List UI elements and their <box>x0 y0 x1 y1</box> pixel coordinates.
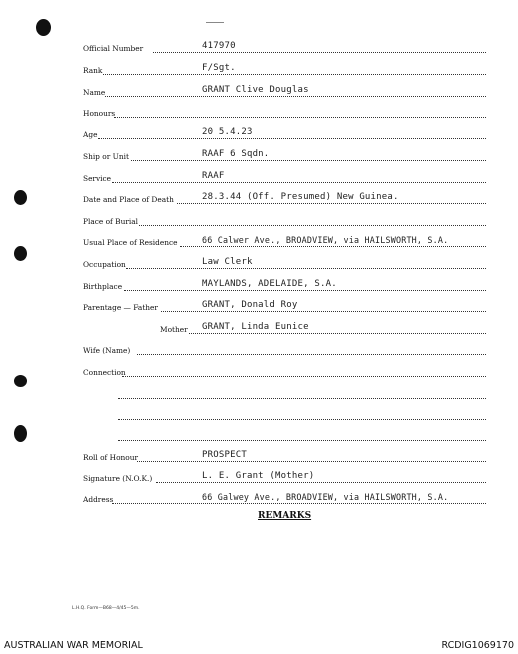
value-birthplace: MAYLANDS, ADELAIDE, S.A. <box>202 279 337 289</box>
label-official-number: Official Number <box>83 44 144 53</box>
value-address: 66 Galwey Ave., BROADVIEW, via HAILSWORTH, S.A. <box>202 492 449 502</box>
dotted-line <box>137 461 486 462</box>
label-father: Parentage — Father <box>83 303 158 312</box>
dotted-line <box>161 311 486 312</box>
label-usual-residence: Usual Place of Residence <box>83 238 178 247</box>
dotted-line <box>118 440 486 441</box>
footer-bar <box>0 636 518 654</box>
dotted-line <box>180 246 486 247</box>
dotted-line <box>112 182 486 183</box>
value-name: GRANT Clive Douglas <box>202 85 309 95</box>
punch-hole <box>14 246 27 261</box>
punch-hole <box>14 425 27 442</box>
dotted-line <box>189 333 486 334</box>
dotted-line <box>118 419 486 420</box>
label-date-place-of-death: Date and Place of Death <box>83 195 174 204</box>
value-signature: L. E. Grant (Mother) <box>202 471 315 481</box>
label-occupation: Occupation <box>83 260 126 269</box>
label-name: Name <box>83 88 106 97</box>
label-honours: Honours <box>83 109 116 118</box>
label-roll-of-honour: Roll of Honour <box>83 453 139 462</box>
dotted-line <box>98 138 486 139</box>
label-service: Service <box>83 174 112 183</box>
dotted-line <box>105 96 486 97</box>
dotted-line <box>114 117 486 118</box>
dotted-line <box>177 203 486 204</box>
value-occupation: Law Clerk <box>202 257 253 267</box>
dotted-line <box>156 482 486 483</box>
dotted-line <box>139 225 486 226</box>
dotted-line <box>153 52 486 53</box>
mark <box>206 22 224 23</box>
label-wife: Wife (Name) <box>83 346 131 355</box>
label-signature: Signature (N.O.K.) <box>83 474 153 483</box>
label-place-of-burial: Place of Burial <box>83 217 138 226</box>
dotted-line <box>122 376 486 377</box>
label-age: Age <box>83 130 98 139</box>
value-father: GRANT, Donald Roy <box>202 300 298 310</box>
footer-record-id: RCDIG1069170 <box>441 640 514 651</box>
dotted-line <box>126 268 486 269</box>
dotted-line <box>137 354 486 355</box>
value-ship-or-unit: RAAF 6 Sqdn. <box>202 149 270 159</box>
dotted-line <box>112 503 486 504</box>
punch-hole <box>14 375 27 387</box>
value-rank: F/Sgt. <box>202 63 236 73</box>
label-mother: Mother <box>160 325 188 334</box>
punch-hole <box>14 190 27 205</box>
dotted-line <box>131 160 486 161</box>
value-mother: GRANT, Linda Eunice <box>202 322 309 332</box>
label-ship-or-unit: Ship or Unit <box>83 152 129 161</box>
dotted-line <box>124 290 486 291</box>
label-connection: Connection <box>83 368 126 377</box>
value-service: RAAF <box>202 171 225 181</box>
remarks-heading: REMARKS <box>258 511 312 521</box>
dotted-line <box>118 398 486 399</box>
value-usual-residence: 66 Calwer Ave., BROADVIEW, via HAILSWORTH, S.A. <box>202 235 449 245</box>
label-address: Address <box>83 495 114 504</box>
value-official-number: 417970 <box>202 41 236 51</box>
label-birthplace: Birthplace <box>83 282 123 291</box>
value-roll-of-honour: PROSPECT <box>202 450 247 460</box>
form-code: L.H.Q. Form—B68—4/45—5m. <box>72 606 140 611</box>
dotted-line <box>103 74 486 75</box>
value-date-place-of-death: 28.3.44 (Off. Presumed) New Guinea. <box>202 192 399 202</box>
punch-hole <box>36 19 51 36</box>
label-rank: Rank <box>83 66 103 75</box>
footer-source: AUSTRALIAN WAR MEMORIAL <box>4 640 143 651</box>
value-age: 20 5.4.23 <box>202 127 253 137</box>
